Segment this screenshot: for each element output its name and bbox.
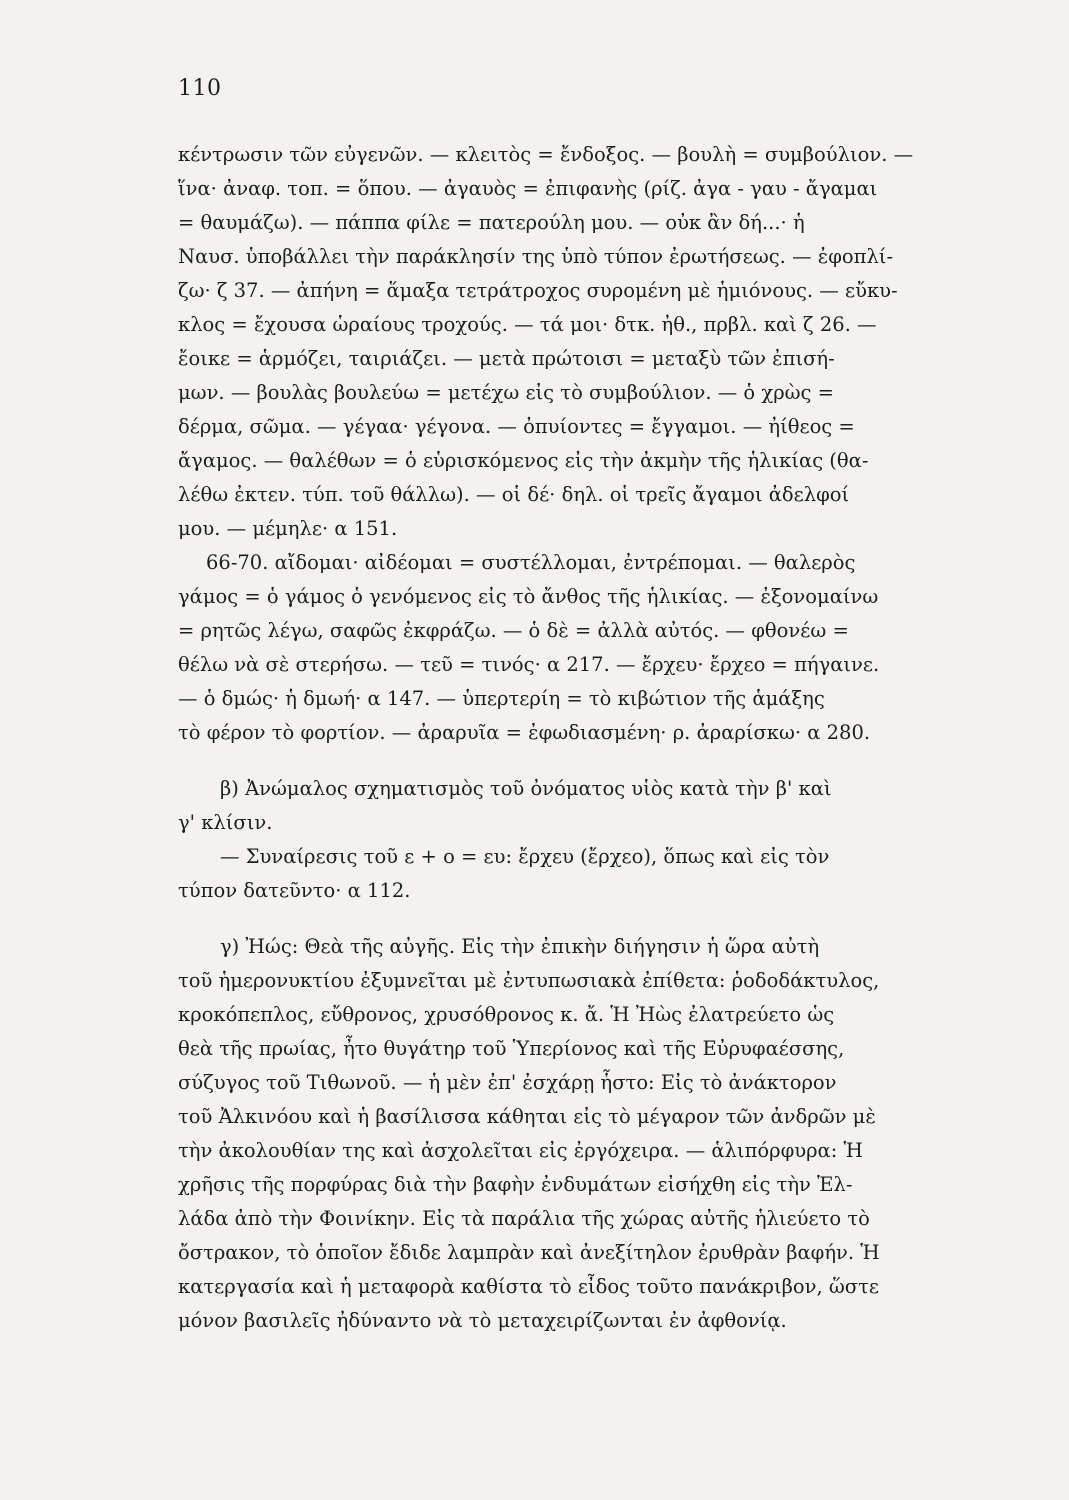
commentary-text <box>178 138 1008 1338</box>
text-line: μων. — βουλὰς βουλεύω = μετέχω εἰς τὸ συμβούλιον. — ὁ χρὼς = <box>178 381 835 404</box>
text-line: θέλω νὰ σὲ στερήσω. — τεῦ = τινός· α 217. — ἔρχευ· ἔρχεο = πήγαινε. <box>178 653 880 676</box>
text-line: ἵνα· ἀναφ. τοπ. = ὅπου. — ἀγαυὸς = ἐπιφανὴς (ρίζ. ἀγα - γαυ - ἄγαμαι <box>178 177 878 200</box>
text-line: γάμος = ὁ γάμος ὁ γενόμενος εἰς τὸ ἄνθος τῆς ἡλικίας. — ἐξονομαίνω <box>178 585 879 608</box>
text-line: γ' κλίσιν. <box>178 811 273 834</box>
text-line: ἔοικε = ἁρμόζει, ταιριάζει. — μετὰ πρώτοισι = μεταξὺ τῶν ἐπισή- <box>178 347 835 370</box>
text-line: μου. — μέμηλε· α 151. <box>178 517 398 540</box>
text-line: τὴν ἀκολουθίαν της καὶ ἀσχολεῖται εἰς ἐργόχειρα. — ἁλιπόρφυρα: Ἡ <box>178 1139 863 1162</box>
text-line: κέντρωσιν τῶν εὐγενῶν. — κλειτὸς = ἔνδοξος. — βουλὴ = συμβούλιον. — <box>178 143 914 166</box>
text-line: κροκόπεπλος, εὔθρονος, χρυσόθρονος κ. ἄ. Ἡ Ἠὼς ἐλατρεύετο ὡς <box>178 1003 835 1026</box>
text-line: = θαυμάζω). — πάππα φίλε = πατερούλη μου. — οὐκ ἂν δή...· ἡ <box>178 211 805 234</box>
text-line: λάδα ἀπὸ τὴν Φοινίκην. Εἰς τὰ παράλια τῆς χώρας αὐτῆς ἡλιεύετο τὸ <box>178 1207 870 1230</box>
text-line: γ) Ἠώς: Θεὰ τῆς αὐγῆς. Εἰς τὴν ἐπικὴν διήγησιν ἡ ὥρα αὐτὴ <box>220 935 820 958</box>
text-line: — ὁ δμώς· ἡ δμωή· α 147. — ὑπερτερίη = τὸ κιβώτιον τῆς ἁμάξης <box>178 687 825 710</box>
text-line: κλος = ἔχουσα ὡραίους τροχούς. — τά μοι· δτκ. ἠθ., πρβλ. καὶ ζ 26. — <box>178 313 877 336</box>
text-line: τοῦ Ἀλκινόου καὶ ἡ βασίλισσα κάθηται εἰς τὸ μέγαρον τῶν ἀνδρῶν μὲ <box>178 1105 876 1128</box>
text-line: δέρμα, σῶμα. — γέγαα· γέγονα. — ὀπυίοντες = ἔγγαμοι. — ἠίθεος = <box>178 415 855 438</box>
text-line: = ρητῶς λέγω, σαφῶς ἐκφράζω. — ὁ δὲ = ἀλλὰ αὐτός. — φθονέω = <box>178 619 849 642</box>
text-line: χρῆσις τῆς πορφύρας διὰ τὴν βαφὴν ἐνδυμάτων εἰσήχθη εἰς τὴν Ἑλ- <box>178 1173 853 1196</box>
text-line: μόνον βασιλεῖς ἠδύναντο νὰ τὸ μεταχειρίζωνται ἐν ἀφθονίᾳ. <box>178 1309 787 1332</box>
text-line: Ναυσ. ὑποβάλλει τὴν παράκλησίν της ὑπὸ τύπον ἐρωτήσεως. — ἐφοπλί- <box>178 245 894 268</box>
text-line: τοῦ ἡμερονυκτίου ἐξυμνεῖται μὲ ἐντυπωσιακὰ ἐπίθετα: ῥοδοδάκτυλος, <box>178 969 880 992</box>
text-line: 66-70. αἴδομαι· αἰδέομαι = συστέλλομαι, ἐντρέπομαι. — θαλερὸς <box>206 551 856 574</box>
text-line: σύζυγος τοῦ Τιθωνοῦ. — ἡ μὲν ἐπ' ἐσχάρῃ ἧστο: Εἰς τὸ ἀνάκτορον <box>178 1071 837 1094</box>
text-line: ἄγαμος. — θαλέθων = ὁ εὑρισκόμενος εἰς τὴν ἀκμὴν τῆς ἡλικίας (θα- <box>178 449 869 472</box>
text-line: κατεργασία καὶ ἡ μεταφορὰ καθίστα τὸ εἶδος τοῦτο πανάκριβον, ὥστε <box>178 1275 879 1298</box>
text-line: τύπον δατεῦντο· α 112. <box>178 879 411 902</box>
page-number: 110 <box>178 76 222 101</box>
text-line: — Συναίρεσις τοῦ ε + ο = ευ: ἔρχευ (ἔρχεο), ὅπως καὶ εἰς τὸν <box>220 845 830 868</box>
text-line: β) Ἀνώμαλος σχηματισμὸς τοῦ ὀνόματος υἱὸς κατὰ τὴν β' καὶ <box>220 777 832 800</box>
text-line: ζω· ζ 37. — ἀπήνη = ἅμαξα τετράτροχος συρομένη μὲ ἡμιόνους. — εὔκυ- <box>178 279 898 302</box>
text-line: τὸ φέρον τὸ φορτίον. — ἀραρυῖα = ἐφωδιασμένη· ρ. ἀραρίσκω· α 280. <box>178 721 871 744</box>
text-line: λέθω ἐκτεν. τύπ. τοῦ θάλλω). — οἱ δέ· δηλ. οἱ τρεῖς ἄγαμοι ἀδελφοί <box>178 483 850 506</box>
text-line: θεὰ τῆς πρωίας, ἦτο θυγάτηρ τοῦ Ὑπερίονος καὶ τῆς Εὐρυφαέσσης, <box>178 1037 845 1060</box>
text-line: ὄστρακον, τὸ ὁποῖον ἔδιδε λαμπρὰν καὶ ἀνεξίτηλον ἐρυθρὰν βαφήν. Ἡ <box>178 1241 880 1264</box>
